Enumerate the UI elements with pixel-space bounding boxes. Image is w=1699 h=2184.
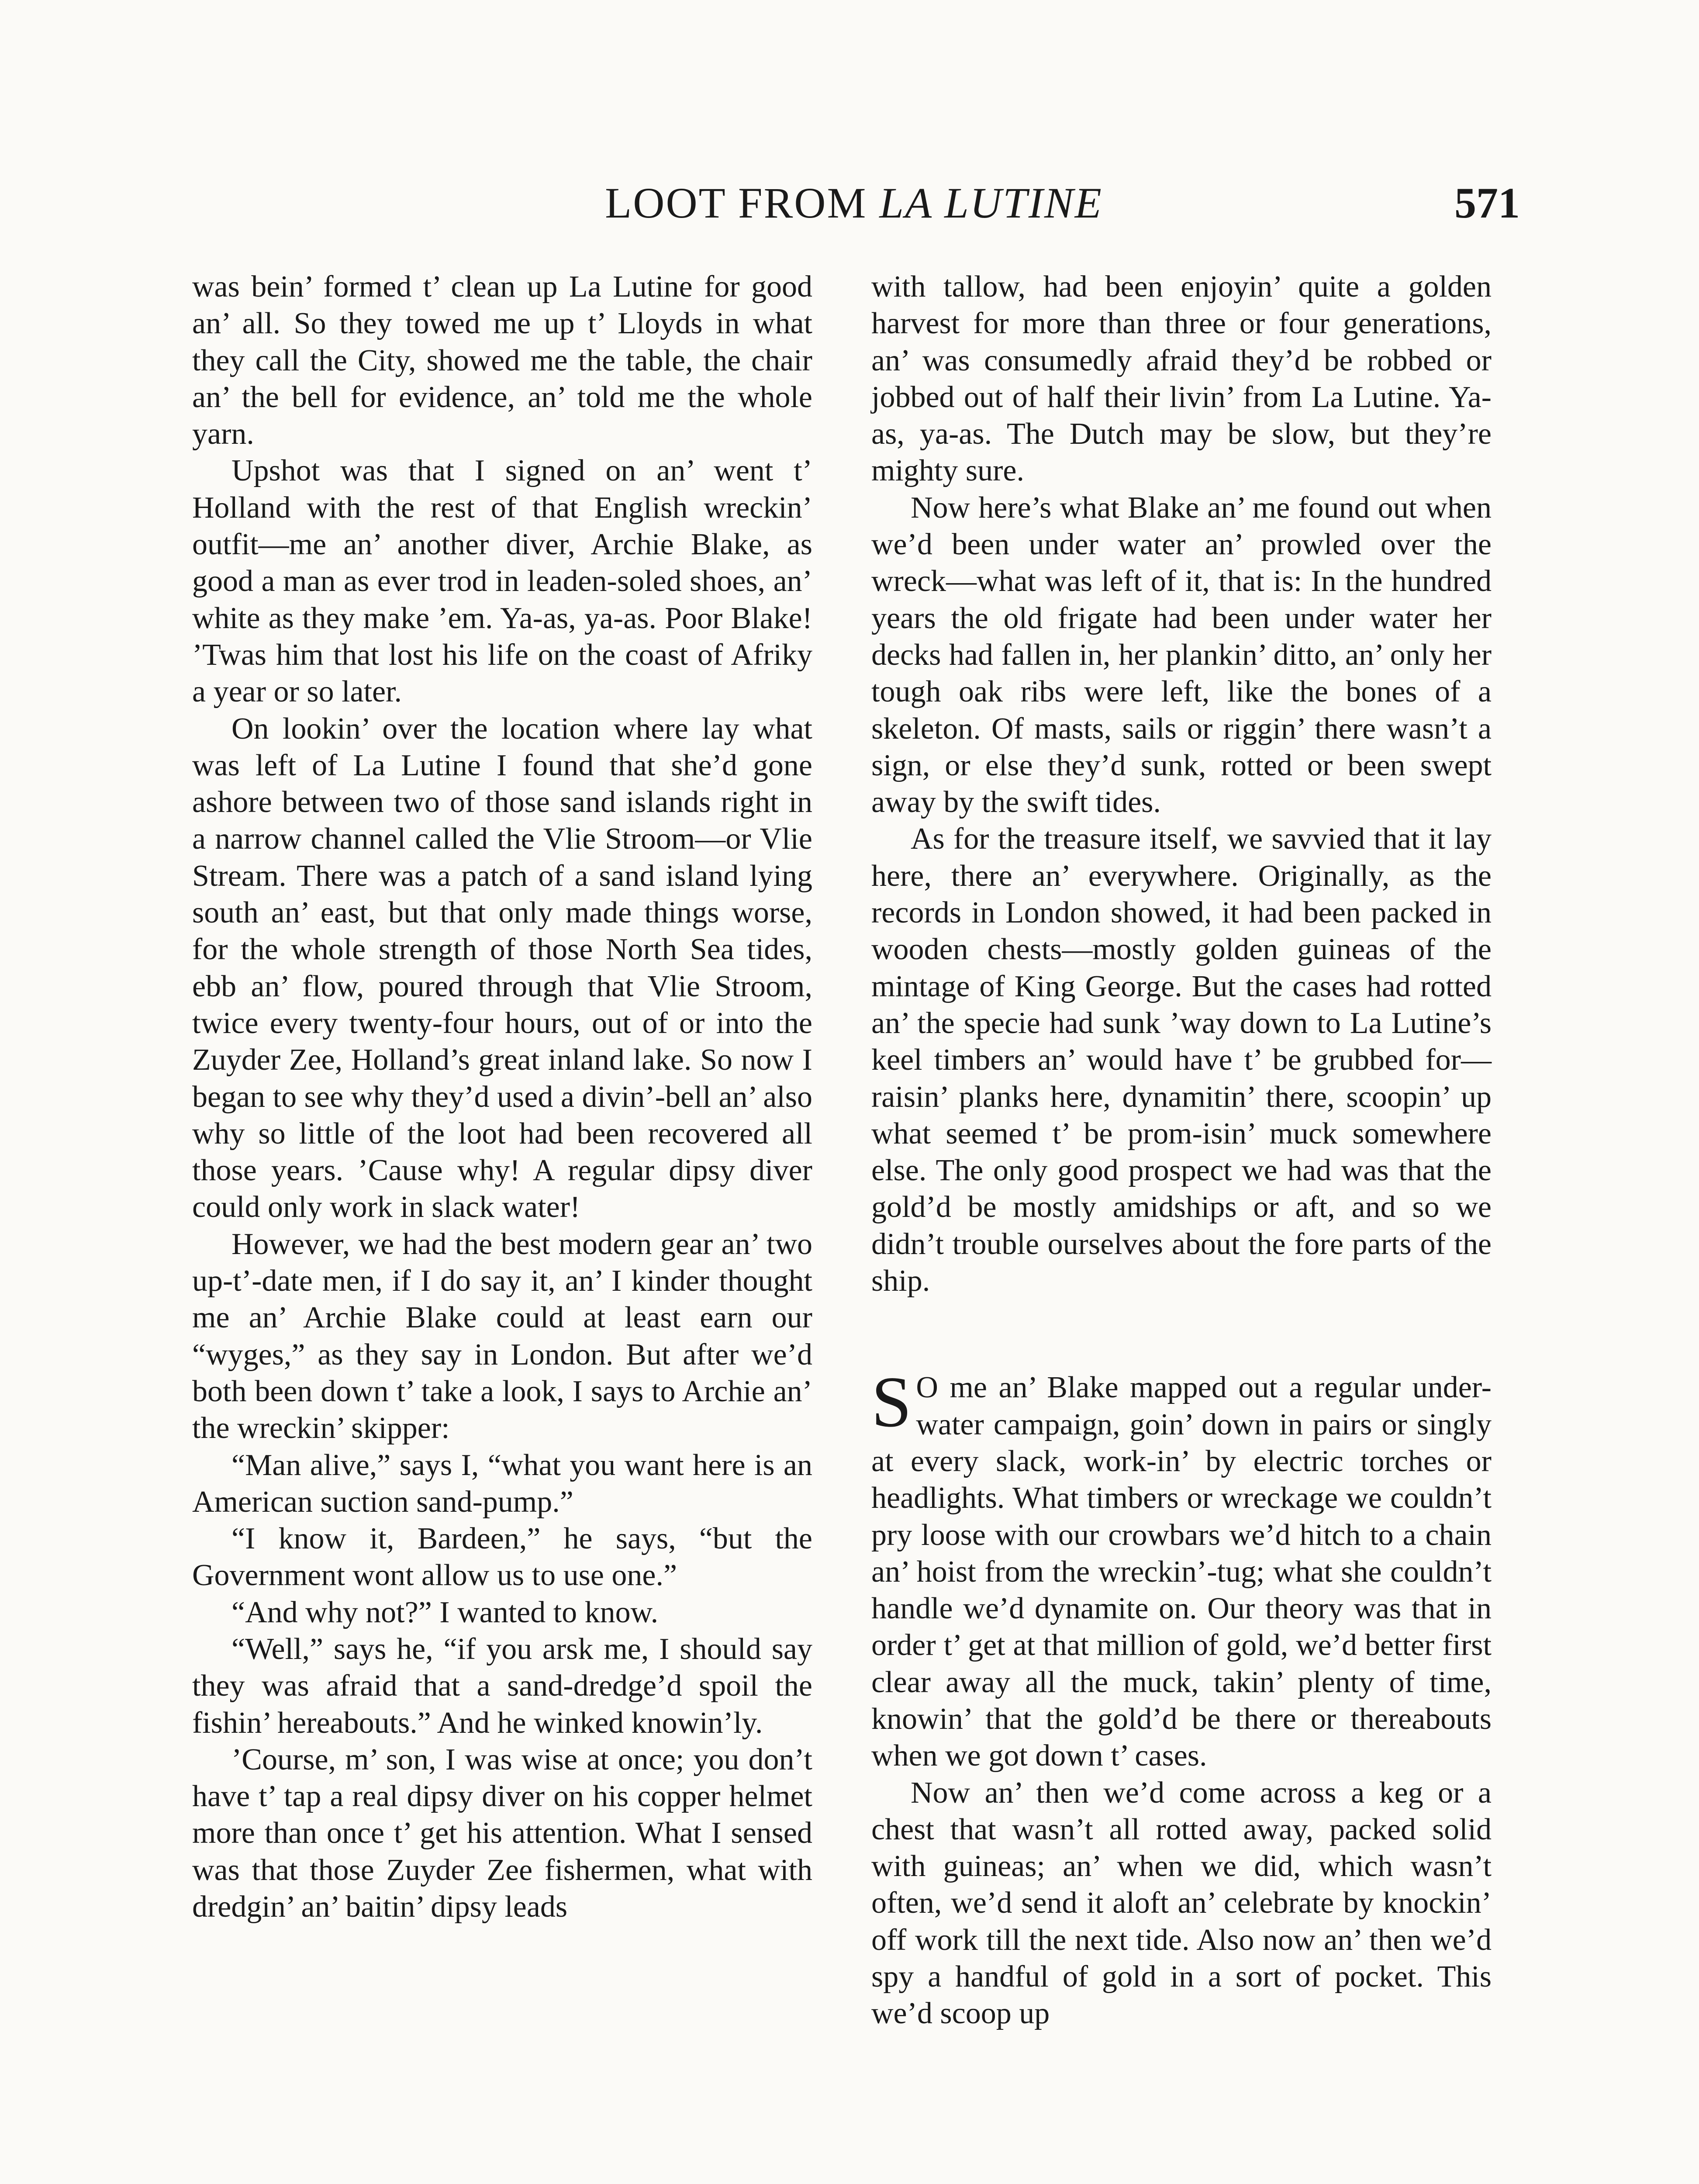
paragraph: “I know it, Bardeen,” he says, “but the Government wont allow us to use one.” xyxy=(192,1522,812,1593)
paragraph-text: O me an’ Blake mapped out a regular under-water campaign, goin’ down in pairs or singly at every slack, work-in’ by electric torches or headlights. What timbers or wreckage we couldn’t pry loose with our crowbars we’d hitch to a chain an’ hoist from the wreckin’-tug; what she couldn’t handle we’d dynamite on. Our theory was that in order t’ get at that million of gold, we’d better first clear away all the muck, takin’ plenty of time, knowin’ that the gold’d be there or thereabouts when we got down t’ cases. xyxy=(871,1371,1492,1773)
left-column xyxy=(192,269,812,1925)
title-italic: LA LUTINE xyxy=(879,179,1103,227)
paragraph: On lookin’ over the location where lay what was left of La Lutine I found that she’d gone ashore between two of those sand islands right in a narrow channel called the Vlie Stroom—or Vlie Stream. There was a patch of a sand island lying south an’ east, but that only made things worse, for the whole strength of those North Sea tides, ebb an’ flow, poured through that Vlie Stroom, twice every twenty-four hours, out of or into the Zuyder Zee, Holland’s great inland lake. So now I began to see why they’d used a divin’-bell an’ also why so little of the loot had been recovered all those years. ’Cause why! A regular dipsy diver could only work in slack water! xyxy=(192,712,812,1224)
paragraph: “Well,” says he, “if you arsk me, I should say they was afraid that a sand-dredge’d spoil the fishin’ hereabouts.” And he winked knowin’ly. xyxy=(192,1632,812,1740)
section-opening-paragraph xyxy=(871,1362,1492,1774)
paragraph: Now an’ then we’d come across a keg or a chest that wasn’t all rotted away, packed solid with guineas; an’ when we did, which wasn’t often, we’d send it aloft an’ celebrate by knockin’ off work till the next tide. Also now an’ then we’d spy a handful of gold in a sort of pocket. This we’d scoop up xyxy=(871,1776,1492,2031)
paragraph: Upshot was that I signed on an’ went t’ Holland with the rest of that English wreckin’ outfit—me an’ another diver, Archie Blake, as good a man as ever trod in leaden-soled shoes, an’ white as they make ’em. Ya-as, ya-as. Poor Blake! ’Twas him that lost his life on the coast of Afriky a year or so later. xyxy=(192,454,812,709)
paragraph: However, we had the best modern gear an’ two up-t’-date men, if I do say it, an’ I kinder thought me an’ Archie Blake could at least earn our “wyges,” as they say in London. But after we’d both been down t’ take a look, I says to Archie an’ the wreckin’ skipper: xyxy=(192,1227,812,1445)
page-number: 571 xyxy=(1454,179,1520,227)
paragraph: Now here’s what Blake an’ me found out when we’d been under water an’ prowled over the wreck—what was left of it, that is: In the hundred years the old frigate had been under water her decks had fallen in, her plankin’ ditto, an’ only her tough oak ribs were left, like the bones of a skeleton. Of masts, sails or riggin’ there wasn’t a sign, or else they’d sunk, rotted or been swept away by the swift tides. xyxy=(871,491,1492,819)
paragraph: “And why not?” I wanted to know. xyxy=(231,1595,659,1629)
paragraph: ’Course, m’ son, I was wise at once; you don’t have t’ tap a real dipsy diver on his copper helmet more than once t’ get his attention. What I sensed was that those Zuyder Zee fishermen, what with dredgin’ an’ baitin’ dipsy leads xyxy=(192,1742,812,1924)
running-title xyxy=(188,177,1520,229)
paragraph: with tallow, had been enjoyin’ quite a golden harvest for more than three or four generations, an’ was consumedly afraid they’d be robbed or jobbed out of half their livin’ from La Lutine. Ya-as, ya-as. The Dutch may be slow, but they’re mighty sure. xyxy=(871,270,1492,488)
paragraph: was bein’ formed t’ clean up La Lutine for good an’ all. So they towed me up t’ Lloyds in what they call the City, showed me the table, the chair an’ the bell for evidence, an’ told me the whole yarn. xyxy=(192,270,812,451)
title-prefix: LOOT FROM xyxy=(605,179,867,227)
drop-cap: S xyxy=(871,1362,912,1442)
body-columns xyxy=(192,269,1507,2184)
page-header xyxy=(188,177,1520,234)
paragraph: As for the treasure itself, we savvied that it lay here, there an’ everywhere. Originally, as the records in London showed, it had been packed in wooden chests—mostly golden guineas of the mintage of King George. But the cases had rotted an’ the specie had sunk ’way down to La Lutine’s keel timbers an’ would have t’ be grubbed for—raisin’ planks here, dynamitin’ there, scoopin’ up what seemed t’ be prom-isin’ muck somewhere else. The only good prospect we had was that the gold’d be mostly amidships or aft, and so we didn’t trouble ourselves about the fore parts of the ship. xyxy=(871,822,1492,1298)
paragraph: “Man alive,” says I, “what you want here is an American suction sand-pump.” xyxy=(192,1448,812,1519)
right-column xyxy=(871,269,1492,2032)
